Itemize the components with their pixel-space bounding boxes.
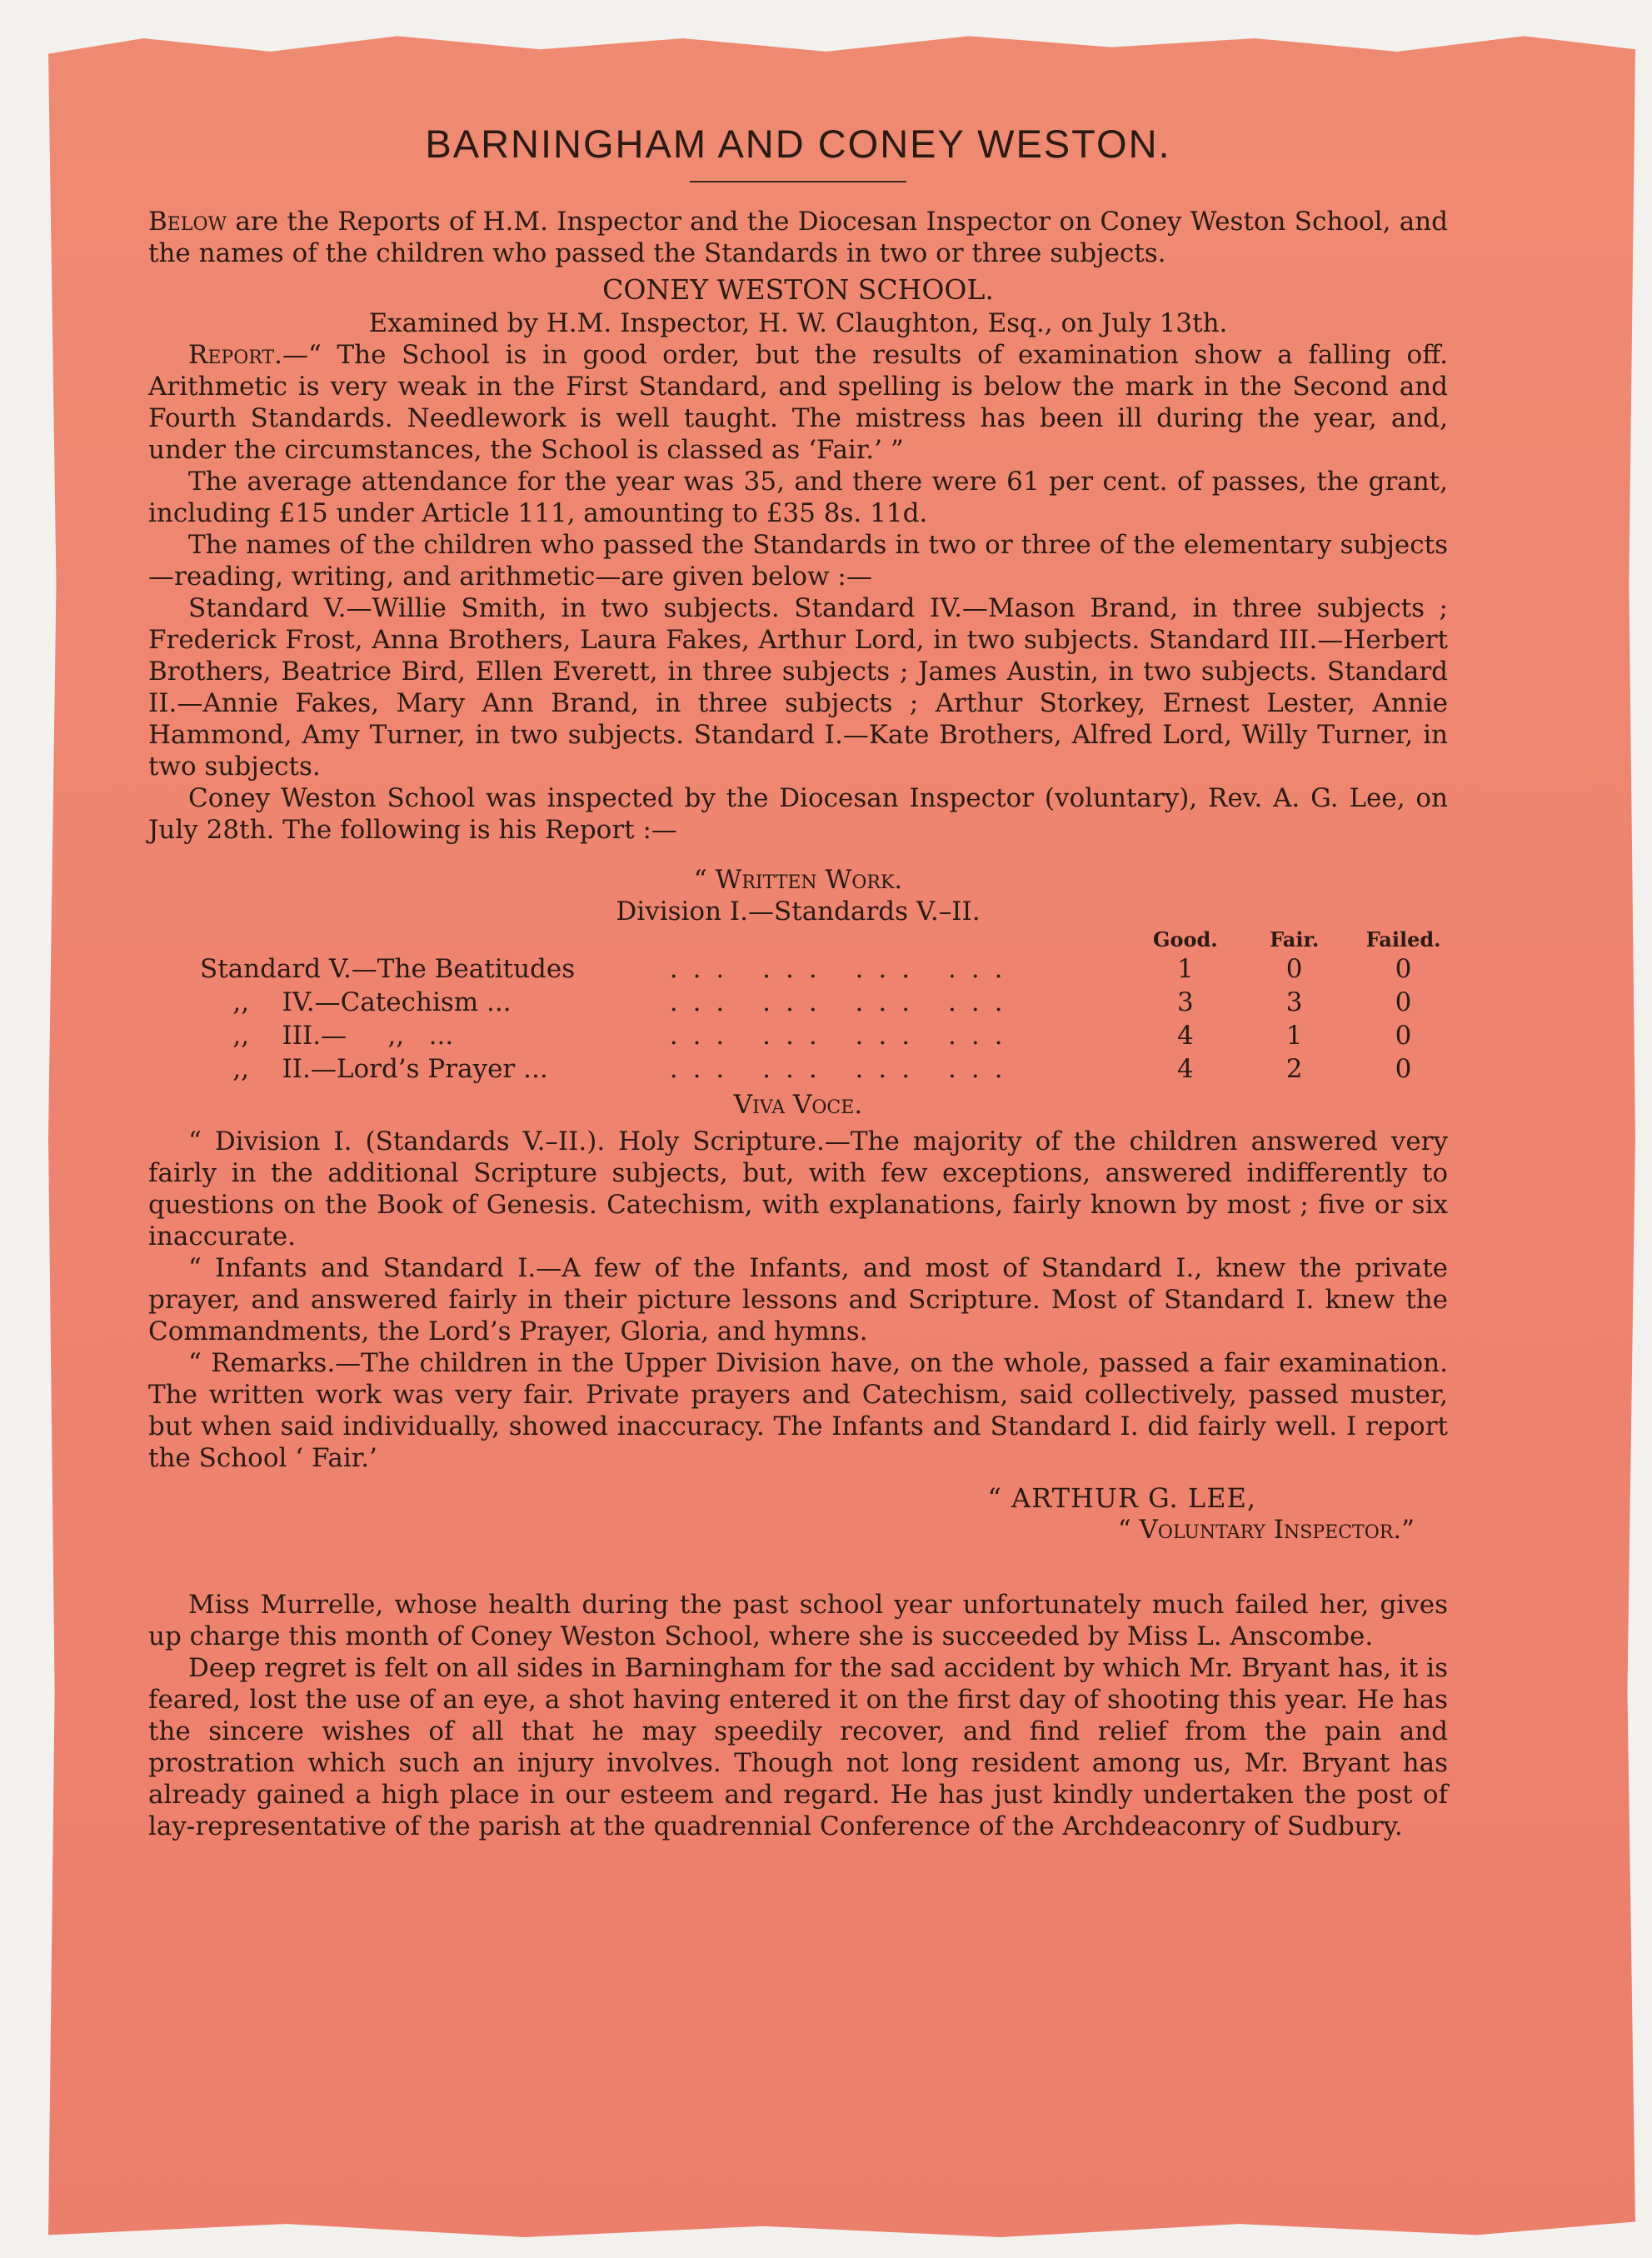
row-fair: 2 — [1285, 1054, 1303, 1084]
row-good: 4 — [1176, 1054, 1194, 1084]
table-row — [200, 1019, 1458, 1052]
row-failed: 0 — [1395, 954, 1412, 984]
table-row — [200, 986, 1458, 1019]
row-label: ,, IV.—Catechism ... — [200, 987, 512, 1017]
division-paragraph: “ Division I. (Standards V.–II.). Holy Scripture.—The majority of the children answered very fairly in the additional Scripture subjects, but, with few exceptions, answered indifferently to questions on the Book of Genesis. Catechism, with explanations, fairly known by most ; five or six inaccurate. — [148, 1127, 1448, 1251]
table-header-row — [200, 927, 1458, 952]
viva-voce-heading: Viva Voce. — [733, 1090, 863, 1120]
written-work-heading: “ Written Work. — [693, 865, 903, 895]
row-label: Standard V.—The Beatitudes — [200, 954, 576, 984]
examined-by: Examined by H.M. Inspector, H. W. Claughton, Esq., on July 13th. — [368, 308, 1228, 338]
infants-paragraph: “ Infants and Standard I.—A few of the Infants, and most of Standard I., knew the private prayer, and answered fairly in their picture lessons and Scripture. Most of Standard I. knew the Commandments, the Lord’s Prayer, Gloria, and hymns. — [148, 1253, 1448, 1346]
row-leader-dots: ... ... ... ... — [669, 1054, 1018, 1084]
hmi-report — [148, 339, 1448, 466]
signature-title: “ Voluntary Inspector.” — [1117, 1515, 1415, 1545]
diocesan-intro: Coney Weston School was inspected by the Diocesan Inspector (voluntary), Rev. A. G. Lee, on July 28th. The following is his Report :— — [148, 783, 1448, 845]
row-good: 3 — [1176, 987, 1194, 1017]
intro-text: are the Reports of H.M. Inspector and the Diocesan Inspector on Coney Weston School, and the names of the children who passed the Standards in two or three subjects. — [148, 207, 1448, 268]
header-fair: Fair. — [1270, 927, 1320, 952]
names-intro: The names of the children who passed the Standards in two or three of the elementary subjects—reading, writing, and arithmetic—are given below :— — [148, 530, 1448, 592]
report-text: —“ The School is in good order, but the results of examination show a falling off. Arithmetic is very weak in the First Standard, and spelling is below the mark in the Second and Fourth Standards. Needlework is well taught. The mistress has been ill during the year, and, under the circumstances, the School is classed as ‘Fair.’ ” — [148, 340, 1448, 465]
row-failed: 0 — [1395, 987, 1412, 1017]
row-leader-dots: ... ... ... ... — [669, 987, 1018, 1017]
row-good: 1 — [1176, 954, 1194, 984]
header-good: Good. — [1152, 927, 1218, 952]
results-table — [200, 927, 1458, 1086]
table-row — [200, 1052, 1458, 1086]
remarks-paragraph: “ Remarks.—The children in the Upper Division have, on the whole, passed a fair examination. The written work was very fair. Private prayers and Catechism, said collectively, passed muster, but when said individually, showed inaccuracy. The Infants and Standard I. did fairly well. I report the School ‘ Fair.’ — [148, 1348, 1448, 1473]
row-label: ,, II.—Lord’s Prayer ... — [200, 1054, 548, 1084]
row-failed: 0 — [1395, 1054, 1412, 1084]
attendance-paragraph: The average attendance for the year was 35, and there were 61 per cent. of passes, the grant, including £15 under Article 111, amounting to £35 8s. 11d. — [148, 467, 1448, 528]
row-fair: 1 — [1285, 1021, 1303, 1051]
header-failed: Failed. — [1365, 927, 1441, 952]
row-label: ,, III.— ,, ... — [200, 1021, 454, 1051]
intro-lead: Below — [148, 207, 227, 237]
row-fair: 0 — [1285, 954, 1303, 984]
header-spacer — [200, 927, 670, 952]
bryant-paragraph: Deep regret is felt on all sides in Barningham for the sad accident by which Mr. Bryant has, it is feared, lost the use of an eye, a shot having entered it on the first day of shooting this year. He has the sincere wishes of all that he may speedily recover, and find relief from the pain and prostration which such an injury involves. Though not long resident among us, Mr. Bryant has already gained a high place in our esteem and regard. He has just kindly undertaken the post of lay-representative of the parish at the quadrennial Conference of the Archdeaconry of Sudbury. — [148, 1653, 1448, 1841]
row-fair: 3 — [1285, 987, 1303, 1017]
division-heading: Division I.—Standards V.–II. — [616, 897, 981, 927]
title-rule — [690, 181, 906, 182]
row-good: 4 — [1176, 1021, 1194, 1051]
signature-name: “ ARTHUR G. LEE, — [987, 1482, 1256, 1514]
table-row — [200, 952, 1458, 986]
murrelle-paragraph: Miss Murrelle, whose health during the past school year unfortunately much failed her, gives up charge this month of Coney Weston School, where she is succeeded by Miss L. Anscombe. — [148, 1590, 1448, 1651]
page-title: BARNINGHAM AND CONEY WESTON. — [425, 122, 1171, 166]
row-failed: 0 — [1395, 1021, 1412, 1051]
article — [148, 121, 1448, 1842]
header-spacer — [670, 927, 1131, 952]
intro-paragraph — [148, 206, 1448, 269]
row-leader-dots: ... ... ... ... — [669, 1021, 1018, 1051]
row-leader-dots: ... ... ... ... — [669, 954, 1018, 984]
standards-list: Standard V.—Willie Smith, in two subjects. Standard IV.—Mason Brand, in three subjects ; Frederick Frost, Anna Brothers, Laura Fakes, Arthur Lord, in two subjects. Standard III.—Herbert Brothers, Beatrice Bird, Ellen Everett, in three subjects ; James Austin, in two subjects. Standard II.—Annie Fakes, Mary Ann Brand, in three subjects ; Arthur Storkey, Ernest Lester, Annie Hammond, Amy Turner, in two subjects. Standard I.—Kate Brothers, Alfred Lord, Willy Turner, in two subjects. — [148, 593, 1448, 782]
report-lead: Report. — [188, 340, 282, 370]
school-heading: CONEY WESTON SCHOOL. — [602, 273, 994, 306]
